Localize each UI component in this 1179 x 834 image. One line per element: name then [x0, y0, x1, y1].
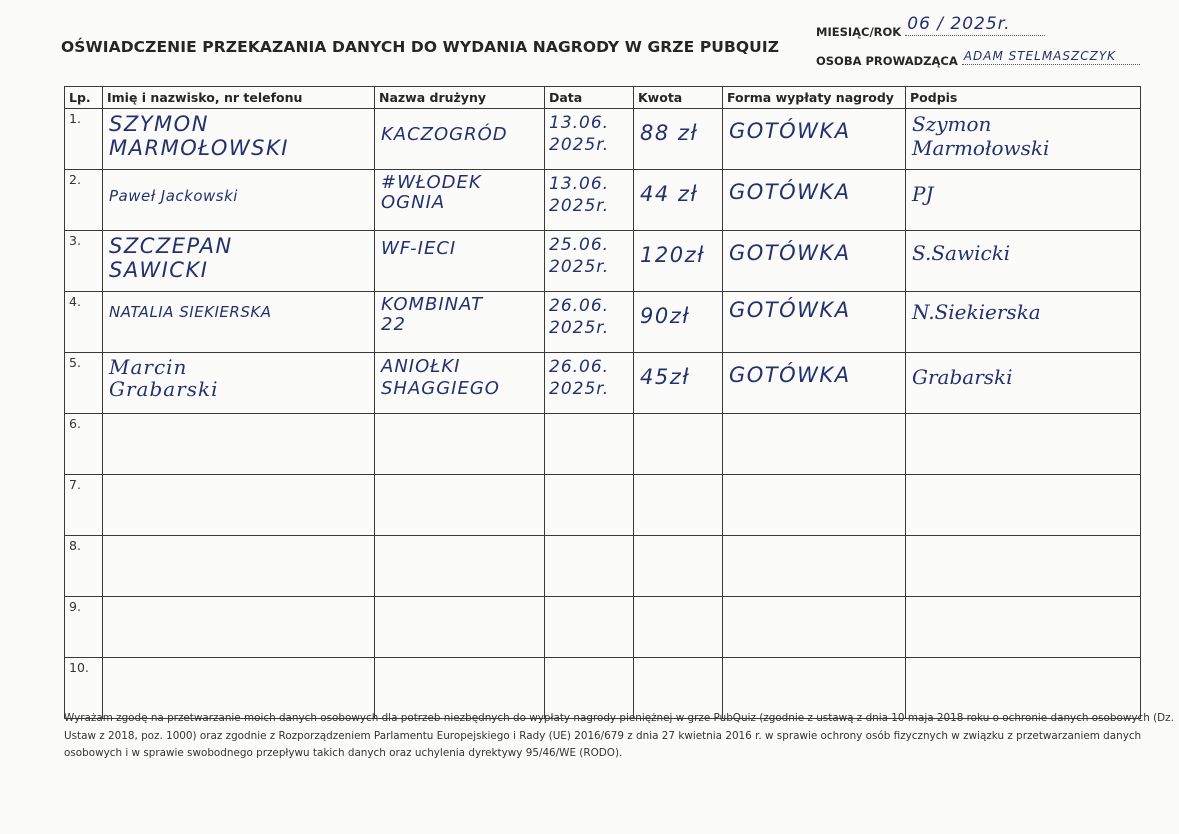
signature-cell[interactable] [906, 597, 1141, 658]
team-value: WF-IECI [381, 238, 457, 259]
row-number: 2. [65, 170, 103, 231]
table-row [65, 292, 1141, 353]
date-value: 26.06. 2025r. [549, 357, 610, 399]
amount-value: 44 zł [640, 182, 698, 206]
amount-cell[interactable] [634, 414, 723, 475]
team-cell[interactable] [375, 597, 545, 658]
signature-cell[interactable] [906, 536, 1141, 597]
name-value: NATALIA SIEKIERSKA [109, 303, 272, 321]
row-number: 1. [65, 109, 103, 170]
name-value: Marcin Grabarski [109, 355, 219, 401]
month-year-field[interactable] [905, 14, 1045, 36]
team-cell[interactable] [375, 536, 545, 597]
row-number: 10. [65, 658, 103, 719]
table-row [65, 414, 1141, 475]
payment-cell[interactable] [723, 414, 906, 475]
header-name: Imię i nazwisko, nr telefonu [103, 87, 375, 109]
name-cell[interactable] [103, 475, 375, 536]
payment-cell[interactable] [723, 353, 906, 414]
date-cell[interactable] [545, 231, 634, 292]
team-cell[interactable] [375, 231, 545, 292]
table-row [65, 109, 1141, 170]
payment-value: GOTÓWKA [729, 119, 851, 143]
name-value: SZYMON MARMOŁOWSKI [109, 112, 289, 160]
month-year-label: MIESIĄC/ROK [816, 25, 902, 39]
row-number: 3. [65, 231, 103, 292]
month-year-value: 06 / 2025r. [907, 14, 1011, 34]
consent-text: Wyrażam zgodę na przetwarzanie moich danych osobowych dla potrzeb niezbędnych do wypłaty nagrody pieniężnej w grze PubQuiz (zgodnie z ustawą z dnia 10 maja 2018 roku o ochronie danych osobowych (Dz. Ustaw z 2018, poz. 1000) oraz zgodnie z Rozporządzeniem Parlamentu Europejskiego i Rady (UE) 2016/679 z dnia 27 kwietnia 2016 r. w sprawie ochrony osób fizycznych w związku z przetwarzaniem danych osobowych i w sprawie swobodnego przepływu takich danych oraz uchylenia dyrektywy 95/46/WE (RODO). [64, 712, 1174, 759]
payment-value: GOTÓWKA [729, 180, 851, 204]
team-cell[interactable] [375, 414, 545, 475]
name-value: SZCZEPAN SAWICKI [109, 234, 233, 282]
table-row [65, 231, 1141, 292]
name-cell[interactable] [103, 414, 375, 475]
amount-value: 88 zł [640, 121, 698, 145]
signature-value: S.Sawicki [912, 241, 1011, 265]
name-cell[interactable] [103, 231, 375, 292]
payment-value: GOTÓWKA [729, 363, 851, 387]
amount-cell[interactable] [634, 170, 723, 231]
name-value: Paweł Jackowski [109, 187, 238, 205]
team-cell[interactable] [375, 292, 545, 353]
team-cell[interactable] [375, 109, 545, 170]
amount-value: 120zł [640, 243, 705, 267]
signature-cell[interactable] [906, 231, 1141, 292]
header-team: Nazwa drużyny [375, 87, 545, 109]
signature-cell[interactable] [906, 170, 1141, 231]
name-cell[interactable] [103, 170, 375, 231]
amount-cell[interactable] [634, 475, 723, 536]
signature-value: PJ [912, 182, 934, 206]
team-value: #WŁODEK OGNIA [381, 172, 482, 213]
row-number: 4. [65, 292, 103, 353]
table-row [65, 170, 1141, 231]
date-cell[interactable] [545, 475, 634, 536]
date-cell[interactable] [545, 109, 634, 170]
amount-cell[interactable] [634, 109, 723, 170]
date-value: 13.06. 2025r. [549, 174, 610, 216]
table-row [65, 475, 1141, 536]
header-amount: Kwota [634, 87, 723, 109]
amount-value: 45zł [640, 365, 690, 389]
payment-cell[interactable] [723, 597, 906, 658]
header-signature: Podpis [906, 87, 1141, 109]
team-cell[interactable] [375, 170, 545, 231]
payment-cell[interactable] [723, 536, 906, 597]
payment-cell[interactable] [723, 170, 906, 231]
date-cell[interactable] [545, 170, 634, 231]
payment-cell[interactable] [723, 109, 906, 170]
amount-cell[interactable] [634, 353, 723, 414]
payout-table [64, 86, 1141, 719]
amount-cell[interactable] [634, 292, 723, 353]
payment-cell[interactable] [723, 231, 906, 292]
row-number: 8. [65, 536, 103, 597]
name-cell[interactable] [103, 536, 375, 597]
page-title: OŚWIADCZENIE PRZEKAZANIA DANYCH DO WYDANIA NAGRODY W GRZE PUBQUIZ [61, 38, 780, 56]
table-row [65, 597, 1141, 658]
date-cell[interactable] [545, 414, 634, 475]
table-header-row [65, 87, 1141, 109]
month-year-row [816, 14, 1045, 39]
header-lp: Lp. [65, 87, 103, 109]
payment-value: GOTÓWKA [729, 241, 851, 265]
header-date: Data [545, 87, 634, 109]
date-cell[interactable] [545, 292, 634, 353]
payment-value: GOTÓWKA [729, 298, 851, 322]
team-value: KOMBINAT 22 [381, 294, 484, 335]
signature-value: N.Siekierska [912, 300, 1041, 324]
date-value: 13.06. 2025r. [549, 113, 610, 155]
amount-cell[interactable] [634, 231, 723, 292]
amount-cell[interactable] [634, 597, 723, 658]
signature-value: Szymon Marmołowski [912, 112, 1050, 160]
name-cell[interactable] [103, 597, 375, 658]
row-number: 6. [65, 414, 103, 475]
date-value: 26.06. 2025r. [549, 296, 610, 338]
row-number: 7. [65, 475, 103, 536]
amount-cell[interactable] [634, 536, 723, 597]
team-cell[interactable] [375, 475, 545, 536]
signature-cell[interactable] [906, 414, 1141, 475]
signature-cell[interactable] [906, 292, 1141, 353]
name-cell[interactable] [103, 109, 375, 170]
row-number: 9. [65, 597, 103, 658]
team-value: ANIOŁKI SHAGGIEGO [381, 356, 500, 399]
date-value: 25.06. 2025r. [549, 235, 610, 277]
date-cell[interactable] [545, 536, 634, 597]
date-cell[interactable] [545, 353, 634, 414]
signature-value: Grabarski [912, 365, 1013, 389]
host-field[interactable] [962, 51, 1140, 65]
payment-cell[interactable] [723, 292, 906, 353]
team-cell[interactable] [375, 353, 545, 414]
host-row [816, 51, 1140, 68]
signature-cell[interactable] [906, 475, 1141, 536]
payment-cell[interactable] [723, 475, 906, 536]
name-cell[interactable] [103, 353, 375, 414]
host-value: ADAM STELMASZCZYK [963, 49, 1117, 63]
amount-value: 90zł [640, 304, 690, 328]
signature-cell[interactable] [906, 353, 1141, 414]
name-cell[interactable] [103, 292, 375, 353]
table-row [65, 353, 1141, 414]
row-number: 5. [65, 353, 103, 414]
header-payment: Forma wypłaty nagrody [723, 87, 906, 109]
team-value: KACZOGRÓD [381, 124, 508, 145]
table-row [65, 536, 1141, 597]
host-label: OSOBA PROWADZĄCA [816, 54, 958, 68]
date-cell[interactable] [545, 597, 634, 658]
signature-cell[interactable] [906, 109, 1141, 170]
